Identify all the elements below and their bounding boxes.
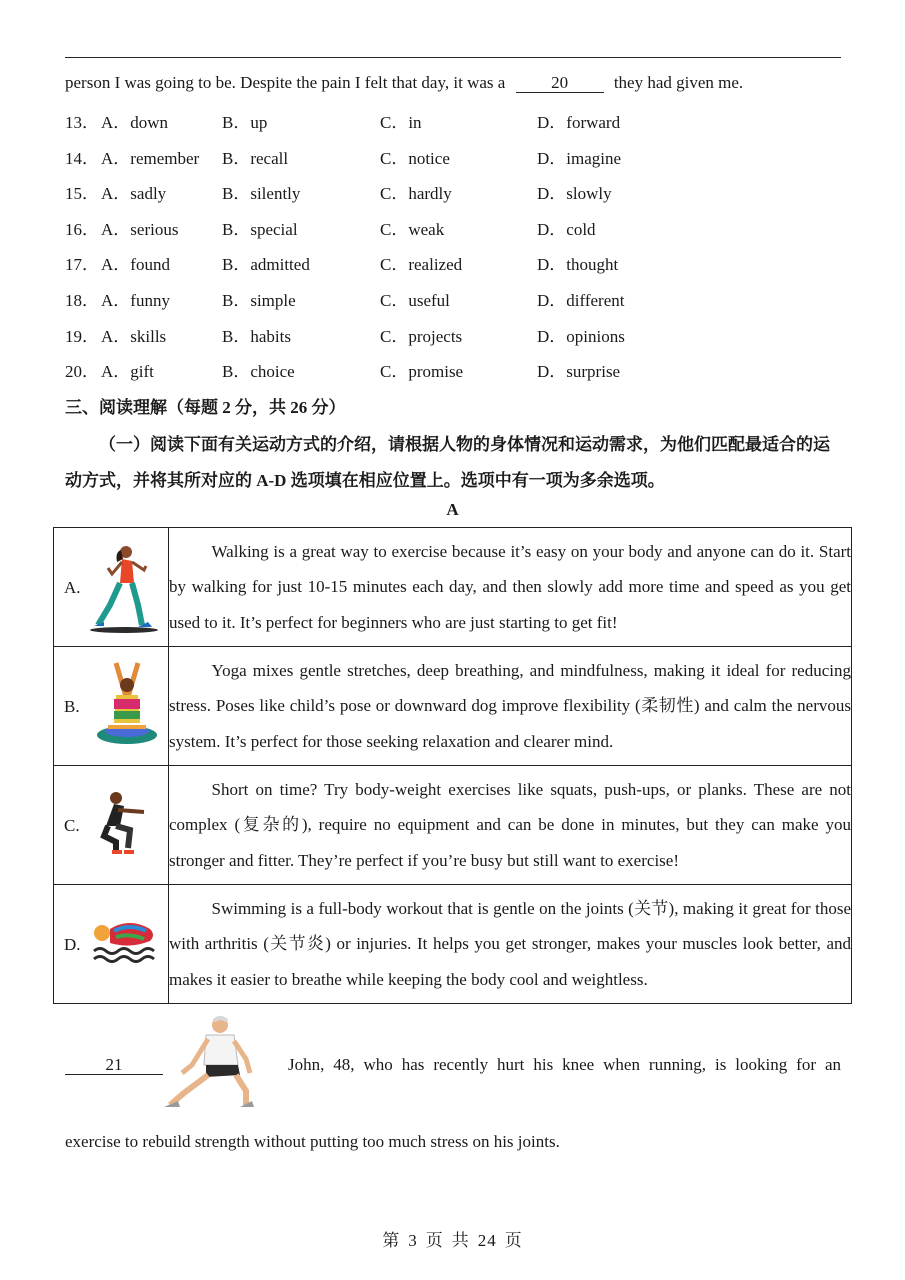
passage-last-line	[65, 73, 743, 93]
exercise-description	[169, 766, 852, 885]
question-21-line1: John, 48, who has recently hurt his knee when running, is looking for an	[288, 1055, 841, 1074]
blank-20: 20	[516, 74, 604, 93]
option-row-13	[65, 108, 765, 130]
option-d: D．thought	[537, 255, 619, 275]
question-number: 20．	[65, 362, 99, 382]
footer-page-number: 3	[408, 1231, 418, 1250]
option-b: B．special	[222, 219, 298, 239]
section-title: 三、阅读理解（每题 2 分，共 26 分）	[65, 398, 346, 417]
option-a: A．down	[101, 113, 169, 132]
option-d: D．opinions	[537, 326, 625, 346]
option-letter: D.	[64, 935, 81, 954]
footer-page-unit: 页	[425, 1231, 444, 1250]
option-d: D．slowly	[537, 184, 612, 204]
yoga-person-icon	[94, 659, 160, 751]
option-row-15	[65, 179, 765, 204]
part-label: A	[446, 500, 459, 519]
question-number: 16．	[65, 219, 99, 239]
question-number: 14．	[65, 148, 99, 168]
exercise-text: Swimming is a full-body workout that is gentle on the joints (关节), making it great for those with arthritis (关节炎) or injuries. It helps you get stronger, makes your muscles look better, and makes it easier to breathe while keeping the body cool and weightless.	[169, 898, 851, 989]
exercise-description	[169, 885, 852, 1004]
page-footer	[0, 1226, 905, 1251]
option-b: B．habits	[222, 326, 291, 346]
footer-total-label: 共	[451, 1231, 470, 1250]
blank-21: 21	[65, 1056, 163, 1075]
exercise-row-a	[54, 528, 852, 647]
exercise-description	[169, 528, 852, 647]
option-b: B．choice	[222, 362, 295, 382]
option-letter: C.	[64, 816, 80, 835]
option-d: D．imagine	[537, 148, 622, 168]
exercise-text: Walking is a great way to exercise because it’s easy on your body and anyone can do it. Start by walking for just 10-15 minutes each day, and then slowly add more time and speed as you get used to it. It’s perfect for beginners who are just starting to get fit!	[169, 541, 851, 632]
option-a: A．gift	[101, 362, 154, 382]
footer-total-pages: 24	[477, 1231, 497, 1250]
option-row-16	[65, 215, 765, 237]
question-number: 18．	[65, 291, 99, 310]
footer-total-unit: 页	[504, 1231, 523, 1250]
question-number: 13．	[65, 113, 99, 132]
option-row-17	[65, 250, 765, 275]
option-c: C．in	[380, 113, 422, 132]
walking-person-icon	[88, 542, 160, 634]
exercise-text: Yoga mixes gentle stretches, deep breathing, and mindfulness, making it ideal for reducing stress. Poses like child’s pose or downward dog improve flexibility (柔韧性) and calm the nervous system. It’s perfect for those seeking relaxation and clearer mind.	[169, 660, 851, 751]
option-b: B．up	[222, 113, 268, 132]
exercise-label-cell	[54, 766, 169, 885]
option-b: B．admitted	[222, 255, 310, 275]
option-d: D．cold	[537, 219, 596, 239]
exercise-row-c	[54, 766, 852, 885]
section-instructions: （一）阅读下面有关运动方式的介绍，请根据人物的身体情况和运动需求，为他们匹配最适合的运动方式，并将其所对应的 A-D 选项填在相应位置上。选项中有一项为多余选项。	[65, 435, 830, 490]
option-letter: B.	[64, 697, 80, 716]
passage-text-end: they had given me.	[613, 73, 744, 92]
exercise-label-cell	[54, 528, 169, 647]
option-c: C．notice	[380, 148, 450, 168]
option-d: D．forward	[537, 113, 621, 132]
exercise-table	[53, 527, 852, 1004]
option-row-14	[65, 144, 765, 166]
question-number: 15．	[65, 184, 99, 204]
passage-text: person I was going to be. Despite the pain I felt that day, it was a	[65, 73, 506, 92]
exercise-row-b	[54, 647, 852, 766]
option-b: B．recall	[222, 148, 289, 168]
exercise-description	[169, 647, 852, 766]
question-number: 19．	[65, 326, 99, 346]
option-row-20	[65, 357, 765, 382]
stretching-man-icon	[162, 1015, 266, 1113]
option-b: B．simple	[222, 291, 296, 310]
option-c: C．promise	[380, 362, 464, 382]
question-21-line2: exercise to rebuild strength without putting too much stress on his joints.	[65, 1132, 560, 1151]
option-a: A．remember	[101, 148, 200, 168]
footer-page-label: 第	[382, 1231, 401, 1250]
option-a: A．serious	[101, 219, 179, 239]
option-letter: A.	[64, 578, 81, 597]
option-b: B．silently	[222, 184, 301, 204]
option-row-18	[65, 286, 765, 308]
question-number: 17．	[65, 255, 99, 275]
option-row-19	[65, 322, 765, 344]
option-a: A．skills	[101, 326, 167, 346]
exercise-label-cell	[54, 647, 169, 766]
squat-person-icon	[96, 790, 152, 856]
option-c: C．useful	[380, 291, 450, 310]
option-a: A．funny	[101, 291, 170, 310]
option-a: A．found	[101, 255, 170, 275]
option-c: C．realized	[380, 255, 463, 275]
exercise-row-d	[54, 885, 852, 1004]
option-d: D．different	[537, 291, 625, 310]
exercise-text: Short on time? Try body-weight exercises like squats, push-ups, or planks. These are not complex (复杂的), require no equipment and can be done in minutes, but they can make you stronger and fitter. They’re perfect if you’re busy but still want to exercise!	[169, 779, 851, 870]
swimmer-icon	[90, 919, 156, 969]
option-c: C．weak	[380, 219, 445, 239]
header-rule	[65, 57, 841, 58]
option-c: C．projects	[380, 326, 463, 346]
option-c: C．hardly	[380, 184, 452, 204]
option-a: A．sadly	[101, 184, 167, 204]
exercise-label-cell	[54, 885, 169, 1004]
option-d: D．surprise	[537, 362, 621, 382]
